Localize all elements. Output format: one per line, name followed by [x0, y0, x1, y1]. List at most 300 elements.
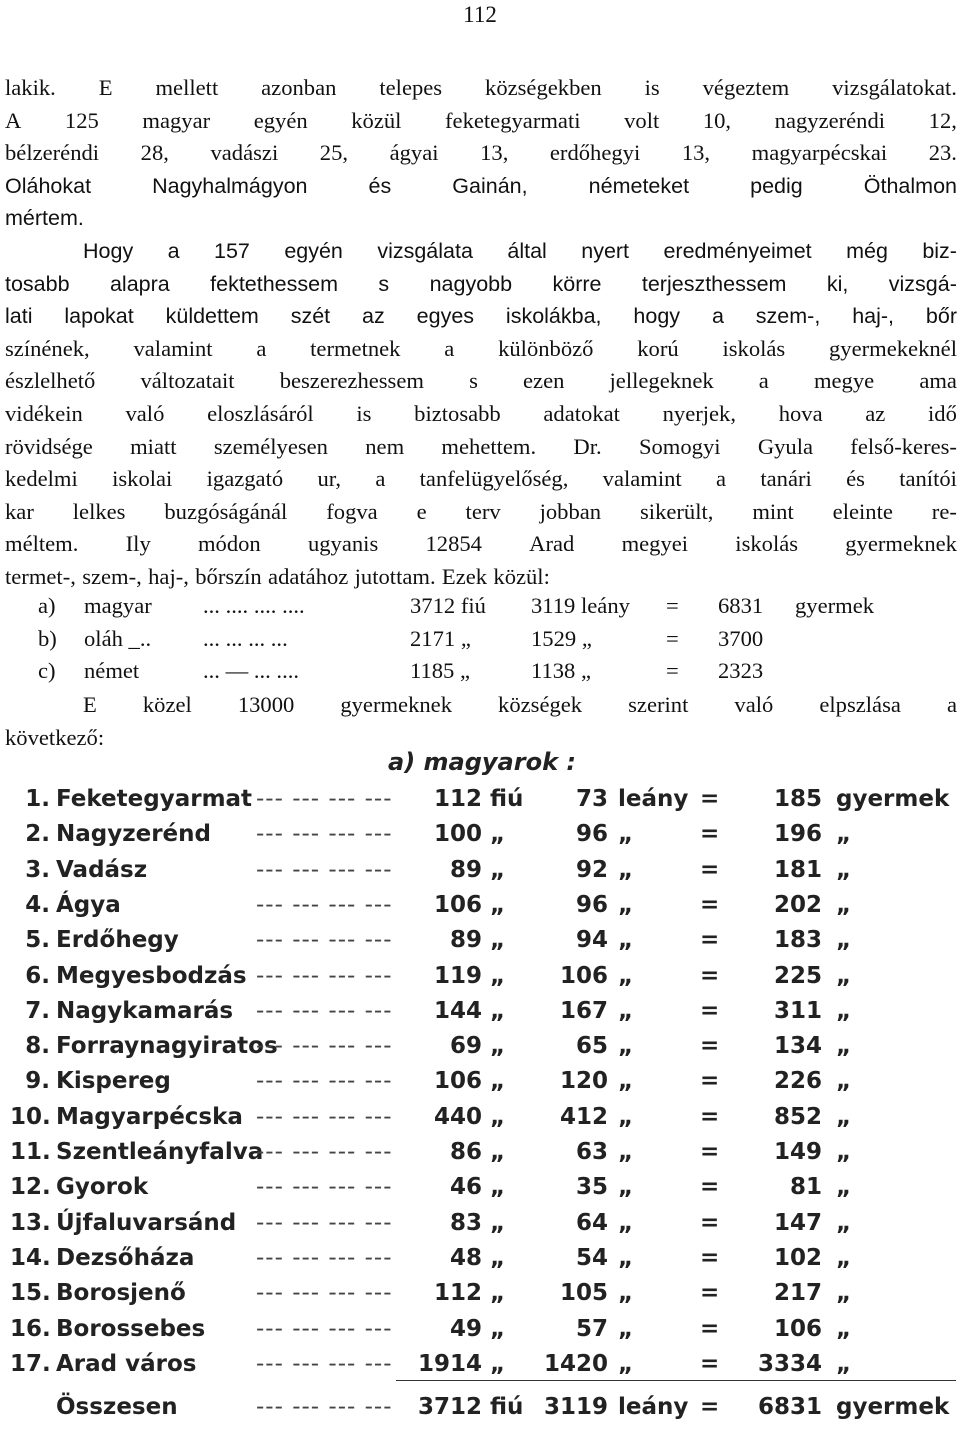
girls-unit: „ [618, 1174, 634, 1201]
village-name: Borosjenő [56, 1280, 186, 1307]
village-name: Szentleányfalva [56, 1139, 264, 1165]
word: lelkes [72, 498, 126, 524]
leader-dots: --- --- --- --- [256, 1209, 393, 1236]
word: Gainán, [452, 173, 528, 198]
row-number: 12. [10, 1174, 51, 1201]
boys-count: 112 [433, 1280, 482, 1307]
boys-count: 144 [433, 997, 482, 1024]
summary-dots: ... ... ... ... [203, 625, 288, 651]
text-line [5, 496, 957, 529]
word: fogva [326, 498, 378, 524]
total-unit: „ [836, 821, 852, 848]
word: lati [5, 304, 33, 329]
boys-count: 106 [433, 1068, 482, 1095]
total-unit: „ [836, 891, 852, 918]
word: szét [290, 304, 331, 329]
word: Arad [529, 531, 575, 557]
leader-dots: --- --- --- --- [256, 856, 393, 883]
row-number: 3. [25, 856, 50, 883]
equals-sign: = [700, 821, 720, 848]
boys-count: 100 [433, 821, 482, 848]
word: ur, [317, 466, 342, 492]
total-count: 134 [773, 1033, 822, 1060]
boys-unit: „ [490, 1033, 506, 1060]
row-number: 6. [25, 962, 50, 989]
summary-dots: ... .... .... .... [203, 593, 305, 618]
summary-name: magyar [84, 593, 152, 618]
word: való [125, 400, 165, 426]
word: mellett [155, 75, 219, 100]
text-line [5, 365, 957, 398]
row-number: 1. [25, 786, 50, 812]
boys-unit: „ [490, 997, 506, 1024]
village-name: Kispereg [56, 1068, 171, 1095]
total-unit: „ [836, 927, 852, 954]
total-unit: „ [836, 1139, 852, 1165]
word: való [734, 692, 774, 717]
word: nyerjek, [662, 400, 737, 426]
girls-count: 96 [575, 821, 608, 848]
boys-unit: „ [490, 1350, 506, 1377]
boys-count: 48 [449, 1244, 482, 1271]
word: valamint [133, 335, 213, 361]
word: hova [778, 400, 823, 426]
equals-sign: = [700, 1174, 720, 1201]
word: közel [142, 692, 192, 717]
boys-count: 89 [449, 927, 482, 954]
word: nagyzeréndi [774, 107, 886, 133]
total-unit: „ [836, 997, 852, 1024]
summary-dots: ... — ... .... [203, 658, 300, 684]
word: 13, [681, 140, 711, 166]
village-name: Magyarpécska [56, 1103, 243, 1130]
total-unit: „ [836, 1315, 852, 1342]
row-number: 14. [10, 1244, 51, 1271]
word: adatokat [543, 400, 620, 426]
table-row [0, 1316, 960, 1351]
table-row [0, 998, 960, 1033]
word: buzgóságánál [164, 498, 288, 524]
equals-sign: = [700, 891, 720, 918]
word: észlelhető [5, 368, 96, 394]
leader-dots: --- --- --- --- [256, 821, 393, 848]
word: a [256, 335, 267, 361]
paragraph-1 [5, 72, 957, 235]
word: szem-, [755, 304, 821, 329]
word: az [362, 304, 385, 329]
word: községek [498, 692, 583, 717]
word: tanári [760, 466, 812, 492]
total-count: 3334 [757, 1350, 822, 1377]
word: Dr. [573, 433, 602, 459]
summary-label: c) [38, 658, 56, 684]
word: a [167, 238, 180, 263]
text-line [5, 72, 957, 105]
girls-count: 63 [575, 1139, 608, 1165]
village-name: Ágya [56, 891, 121, 918]
row-number: 13. [10, 1209, 51, 1236]
boys-unit: „ [490, 1280, 506, 1307]
girls-unit: „ [618, 1280, 634, 1307]
word: közül [351, 107, 402, 133]
table-row [0, 1245, 960, 1280]
word: kar [5, 498, 34, 524]
text-line [5, 528, 957, 561]
row-number: 8. [25, 1033, 50, 1060]
leader-dots: --- --- --- --- [256, 891, 393, 918]
total-count: 102 [773, 1244, 822, 1271]
girls-unit: „ [618, 1209, 634, 1236]
table-row [0, 1104, 960, 1139]
boys-unit: „ [490, 1068, 506, 1095]
girls-count: 35 [575, 1174, 608, 1201]
total-count: 311 [773, 997, 822, 1024]
table-row [0, 1280, 960, 1315]
girls-unit: „ [618, 962, 634, 989]
word: Oláhokat [5, 173, 92, 198]
boys-unit: „ [490, 1103, 506, 1130]
girls-count: 105 [559, 1280, 608, 1307]
summary-unit: gyermek [795, 593, 875, 618]
boys-unit: „ [490, 1139, 506, 1165]
word: egyén [284, 238, 343, 263]
girls-unit: „ [618, 856, 634, 883]
village-name: Gyorok [56, 1174, 149, 1201]
summary-equals: = [666, 658, 679, 684]
word: eleinte [832, 498, 893, 524]
village-name: Arad város [56, 1350, 197, 1377]
total-unit: „ [836, 1209, 852, 1236]
word: terjeszthessem [641, 271, 787, 296]
equals-sign: = [700, 1280, 720, 1307]
word: re- [931, 498, 957, 524]
word: vadászi [210, 140, 279, 166]
word: megye [813, 368, 875, 394]
equals-sign: = [700, 1244, 720, 1271]
leader-dots: --- --- --- --- [256, 997, 393, 1024]
word: 25, [319, 140, 349, 166]
summary-boys: 1185 „ [410, 658, 471, 684]
word: személyesen [213, 433, 328, 459]
village-name: Vadász [56, 856, 148, 883]
boys-unit: „ [490, 1174, 506, 1201]
word: 157 [214, 238, 250, 263]
boys-count: 89 [449, 856, 482, 883]
word: még [846, 238, 888, 263]
summary-total: 2323 [718, 658, 764, 684]
girls-unit: „ [618, 927, 634, 954]
word: ama [919, 368, 957, 394]
leader-dots: --- --- --- --- [256, 1315, 393, 1342]
word: ezen [523, 368, 565, 394]
word: ki, [826, 271, 849, 296]
equals-sign: = [700, 856, 720, 883]
girls-count: 167 [559, 997, 608, 1024]
word: bélzeréndi [5, 140, 100, 166]
village-name: Újfaluvarsánd [56, 1209, 237, 1236]
word: és [368, 173, 392, 198]
equals-sign: = [700, 786, 720, 812]
table-row [0, 821, 960, 856]
boys-count: 83 [449, 1209, 482, 1236]
total-count: 6831 [757, 1394, 822, 1420]
row-number: 10. [10, 1103, 51, 1130]
boys-unit: fiú [490, 786, 524, 812]
summary-boys: 2171 „ [410, 625, 471, 651]
girls-unit: „ [618, 997, 634, 1024]
village-name: Forraynagyiratos [56, 1033, 278, 1060]
total-unit: „ [836, 962, 852, 989]
word: s [378, 271, 390, 296]
girls-count: 57 [575, 1315, 608, 1342]
table-row [0, 892, 960, 927]
text-line [5, 398, 957, 431]
summary-equals: = [666, 593, 679, 618]
word: iskolás [735, 531, 799, 557]
word: A [5, 107, 22, 133]
table-row [0, 857, 960, 892]
girls-count: 96 [575, 891, 608, 918]
word: Ezek [441, 563, 488, 589]
word: Öthalmon [863, 173, 957, 198]
girls-unit: „ [618, 1350, 634, 1377]
girls-count: 73 [575, 786, 608, 812]
leader-dots: --- --- --- --- [256, 927, 393, 954]
total-unit: „ [836, 1244, 852, 1271]
boys-count: 46 [449, 1174, 482, 1201]
total-count: 202 [773, 891, 822, 918]
word: nem [365, 433, 405, 459]
leader-dots: --- --- --- --- [256, 1103, 393, 1130]
word: biztosabb [414, 400, 501, 426]
leader-dots: --- --- --- --- [256, 786, 393, 812]
text-line [5, 170, 957, 203]
equals-sign: = [700, 1103, 720, 1130]
word: magyar [142, 107, 211, 133]
word: korú [637, 335, 679, 361]
total-unit: „ [836, 1350, 852, 1377]
word: termet-, [5, 563, 76, 589]
word: kedelmi [5, 466, 78, 492]
boys-unit: „ [490, 821, 506, 848]
leader-dots: --- --- --- --- [256, 1280, 393, 1307]
word: s [469, 368, 478, 394]
equals-sign: = [700, 1350, 720, 1377]
word: valamint [602, 466, 682, 492]
boys-count: 49 [449, 1315, 482, 1342]
girls-unit: „ [618, 1103, 634, 1130]
word: e [416, 498, 427, 524]
total-unit: „ [836, 856, 852, 883]
girls-count: 1420 [543, 1350, 608, 1377]
boys-unit: „ [490, 1244, 506, 1271]
row-number: 15. [10, 1280, 51, 1307]
word: méltem. [5, 531, 79, 557]
word: egyén [253, 107, 308, 133]
word: közül: [493, 563, 550, 589]
word: beszerezhessem [279, 368, 424, 394]
total-count: 106 [773, 1315, 822, 1342]
word: erdőhegyi [549, 140, 641, 166]
word: bőrszín [195, 563, 262, 589]
equals-sign: = [700, 1068, 720, 1095]
boys-count: 106 [433, 891, 482, 918]
word: is [644, 75, 660, 100]
word: iskolákba, [505, 304, 602, 329]
girls-unit: „ [618, 1244, 634, 1271]
equals-sign: = [700, 1033, 720, 1060]
table-row [0, 1174, 960, 1209]
row-number: 4. [25, 891, 50, 918]
text-line [5, 689, 957, 722]
word: 23. [928, 140, 957, 166]
word: hogy [633, 304, 681, 329]
word: színének, [5, 335, 90, 361]
word: 13, [480, 140, 509, 166]
summary-name: oláh _.. [84, 625, 152, 651]
text-line [5, 463, 957, 496]
word: eloszlásáról [207, 400, 314, 426]
total-count: 185 [773, 786, 822, 812]
boys-count: 3712 [417, 1394, 482, 1420]
word: 13000 [237, 692, 295, 717]
boys-unit: „ [490, 891, 506, 918]
table-row [0, 1033, 960, 1068]
boys-unit: „ [490, 1315, 506, 1342]
girls-count: 120 [559, 1068, 608, 1095]
word: tanítói [899, 466, 957, 492]
summary-total: 3700 [718, 625, 764, 651]
text-line [5, 561, 957, 594]
text-line [5, 137, 957, 170]
equals-sign: = [700, 1315, 720, 1342]
word: Somogyi [638, 433, 721, 459]
leader-dots: --- --- --- --- [256, 1244, 393, 1271]
girls-count: 106 [559, 962, 608, 989]
table-row [0, 1210, 960, 1245]
word: szem-, [82, 563, 142, 589]
equals-sign: = [700, 962, 720, 989]
word: jutottam. [354, 563, 436, 589]
word: feketegyarmati [445, 107, 581, 133]
village-name: Nagyzerénd [56, 821, 211, 848]
word: bőr [925, 304, 957, 329]
leader-dots: --- --- --- --- [256, 1394, 393, 1420]
word: gyermeknek [845, 531, 957, 557]
row-number: 17. [10, 1350, 51, 1377]
boys-unit: „ [490, 1209, 506, 1236]
boys-count: 86 [449, 1139, 482, 1165]
word: németeket [588, 173, 690, 198]
word: a [716, 466, 727, 492]
word: mehettem. [441, 433, 537, 459]
girls-unit: leány [618, 786, 689, 812]
summary-equals: = [666, 625, 679, 651]
equals-sign: = [700, 927, 720, 954]
word: alapra [109, 271, 170, 296]
word: vizsgálatokat. [832, 75, 957, 100]
word: iskolai [112, 466, 173, 492]
total-unit: „ [836, 1174, 852, 1201]
word: változatait [140, 368, 235, 394]
word: lakik. [5, 75, 56, 100]
word: a [444, 335, 455, 361]
word: a [375, 466, 386, 492]
word: az [865, 400, 886, 426]
total-unit: „ [836, 1103, 852, 1130]
village-name: Megyesbodzás [56, 962, 247, 989]
table-title: a) magyarok : [388, 748, 576, 776]
word: végeztem [702, 75, 790, 100]
boys-count: 1914 [417, 1350, 482, 1377]
word: iskolás [722, 335, 786, 361]
word: lapokat [64, 304, 134, 329]
word: vidékein [5, 400, 83, 426]
word: 12, [928, 107, 957, 133]
paragraph-3 [5, 689, 957, 754]
word: sikerült, [640, 498, 714, 524]
word: módon [197, 531, 261, 557]
girls-count: 94 [575, 927, 608, 954]
word: megyei [621, 531, 689, 557]
boys-count: 119 [433, 962, 482, 989]
summary-girls: 1529 „ [531, 625, 592, 651]
leader-dots: --- --- --- --- [256, 1350, 393, 1377]
row-number: 16. [10, 1315, 51, 1342]
leader-dots: --- --- --- --- [256, 1174, 393, 1201]
boys-unit: fiú [490, 1394, 524, 1420]
word: ágyai [389, 140, 439, 166]
boys-unit: „ [490, 927, 506, 954]
word: vizsgá- [888, 271, 957, 296]
total-count: 196 [773, 821, 822, 848]
word: felső-keres- [850, 433, 957, 459]
word: is [356, 400, 372, 426]
village-name: Feketegyarmat [56, 786, 253, 812]
page-number: 112 [463, 2, 497, 27]
total-count: 852 [773, 1103, 822, 1130]
word: E [83, 692, 97, 717]
word: és [846, 466, 865, 492]
sum-rule [396, 1380, 956, 1381]
body-text [5, 72, 957, 594]
girls-unit: „ [618, 1315, 634, 1342]
total-count: 183 [773, 927, 822, 954]
word: községekben [485, 75, 602, 100]
word: pedig [750, 173, 803, 198]
word: Gyula [757, 433, 814, 459]
equals-sign: = [700, 997, 720, 1024]
word: következő: [5, 724, 105, 750]
text-line [5, 268, 957, 301]
summary-girls: 3119 leány [531, 593, 630, 618]
word: termetnek [310, 335, 401, 361]
word: gyermeknek [340, 692, 452, 717]
word: biz- [922, 238, 957, 263]
table-row [0, 1139, 960, 1174]
village-name: Erdőhegy [56, 927, 179, 954]
word: a [758, 368, 769, 394]
word: rövidsége [5, 433, 93, 459]
text-line [5, 235, 957, 268]
word: 125 [64, 107, 99, 133]
total-unit: gyermek [836, 1394, 950, 1420]
word: 12854 [425, 531, 482, 557]
total-count: 147 [773, 1209, 822, 1236]
total-label: Összesen [56, 1394, 178, 1420]
boys-count: 69 [449, 1033, 482, 1060]
word: haj-, [148, 563, 189, 589]
